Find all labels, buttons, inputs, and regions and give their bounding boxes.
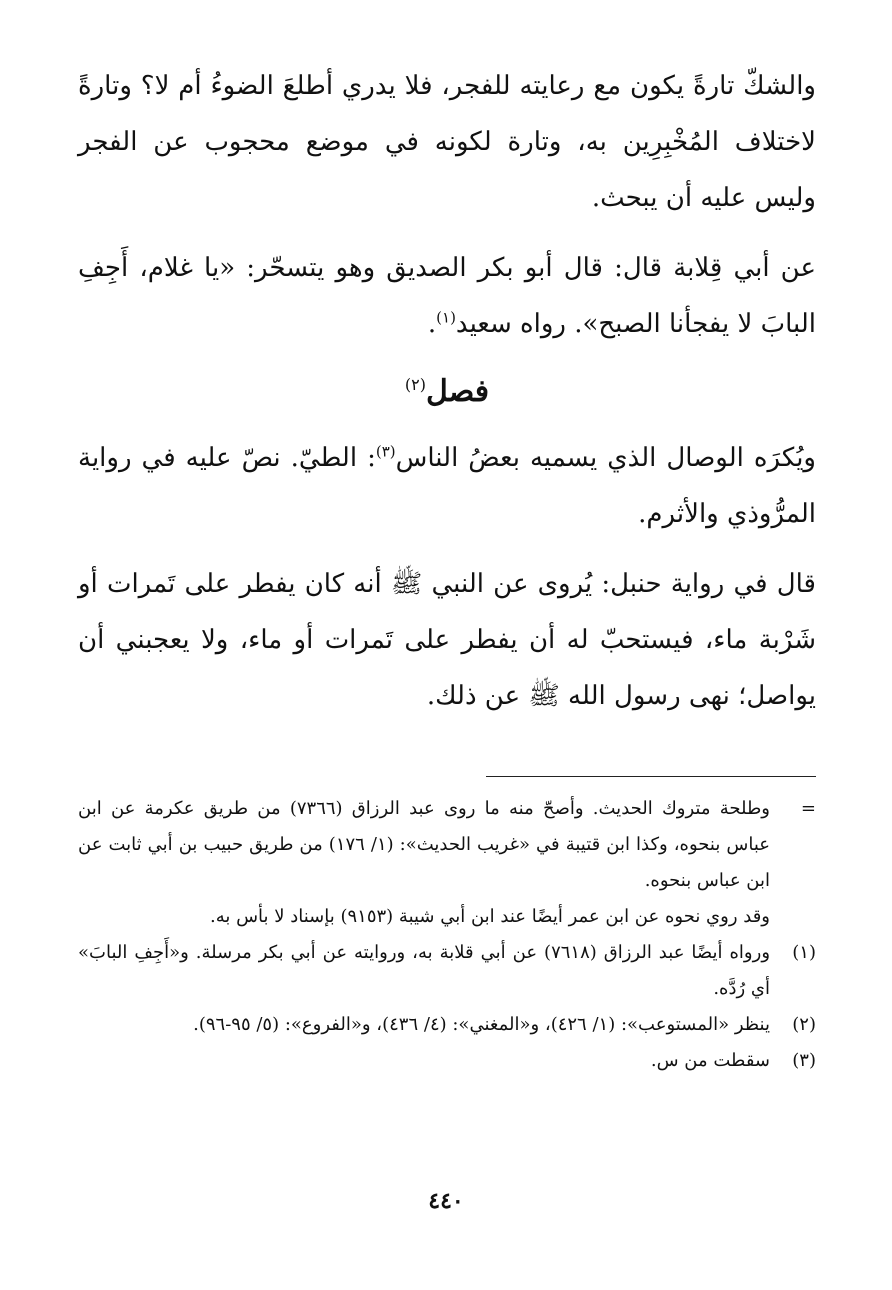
main-text [78,58,816,724]
footnote-text: ينظر «المستوعب»: (١/ ٤٢٦)، و«المغني»: (٤/ ٤٣٦)، و«الفروع»: (٥/ ٩٥-٩٦). [193,1014,770,1035]
footnote-text: سقطت من س. [650,1050,770,1071]
footnote-mark: (١) [792,942,816,963]
page-number: ٤٤٠ [428,1188,464,1214]
section-heading [78,364,816,420]
footnote-item [78,1043,816,1079]
paragraph-2-text: عن أبي قِلابة قال: قال أبو بكر الصديق وهو يتسحّر: «يا غلام، أَجِفِ البابَ لا يفجأنا الصبح». رواه سعيد [78,253,816,339]
footnote-item [78,1007,816,1043]
footnote-continuation-text-2: وقد روي نحوه عن ابن عمر أيضًا عند ابن أبي شيبة (٩١٥٣) بإسناد لا بأس به. [209,906,770,927]
footnote-ref-3: (٣) [375,442,396,461]
footnote-divider [486,776,816,777]
footnote-continuation [78,791,816,899]
footnote-mark: (٣) [792,1050,816,1071]
footnote-mark: (٢) [792,1014,816,1035]
footnote-ref-2: (٢) [404,375,426,394]
footnotes-section [78,776,816,1079]
footnote-item [78,935,816,1007]
paragraph-1: والشكّ تارةً يكون مع رعايته للفجر، فلا يدري أطلعَ الضوءُ أم لا؟ وتارةً لاختلاف المُخْبِرِين به، وتارة لكونه في موضع محجوب عن الفجر وليس عليه أن يبحث. [78,71,816,213]
section-heading-text: فصل [426,374,490,409]
paragraph-2-end: . [427,309,437,339]
footnote-continuation-mark: = [800,798,816,819]
paragraph-2 [78,240,816,352]
footnote-ref-1: (١) [436,308,456,327]
paragraph-4: قال في رواية حنبل: يُروى عن النبي ﷺ أنه كان يفطر على تَمرات أو شَرْبة ماء، فيستحبّ له أن يفطر على تَمرات أو ماء، ولا يعجبني أن يواصل؛ نهى رسول الله ﷺ عن ذلك. [78,569,816,711]
paragraph-3-text-b: : الطيّ. نصّ عليه في رواية المرُّوذي والأثرم. [78,443,816,529]
paragraph-3-text-a: ويُكرَه الوصال الذي يسميه بعضُ الناس [395,443,816,473]
footnote-text: ورواه أيضًا عبد الرزاق (٧٦١٨) عن أبي قلابة به، وروايته عن أبي بكر مرسلة. و«أَجِفِ البابَ» أي رُدَّه. [78,942,771,999]
paragraph-3 [78,430,816,542]
footnote-continuation-text: وطلحة متروك الحديث. وأصحّ منه ما روى عبد الرزاق (٧٣٦٦) من طريق عكرمة عن ابن عباس بنحوه، وكذا ابن قتيبة في «غريب الحديث»: (١/ ١٧٦) من طريق حبيب بن أبي ثابت عن ابن عباس بنحوه. [78,798,770,891]
